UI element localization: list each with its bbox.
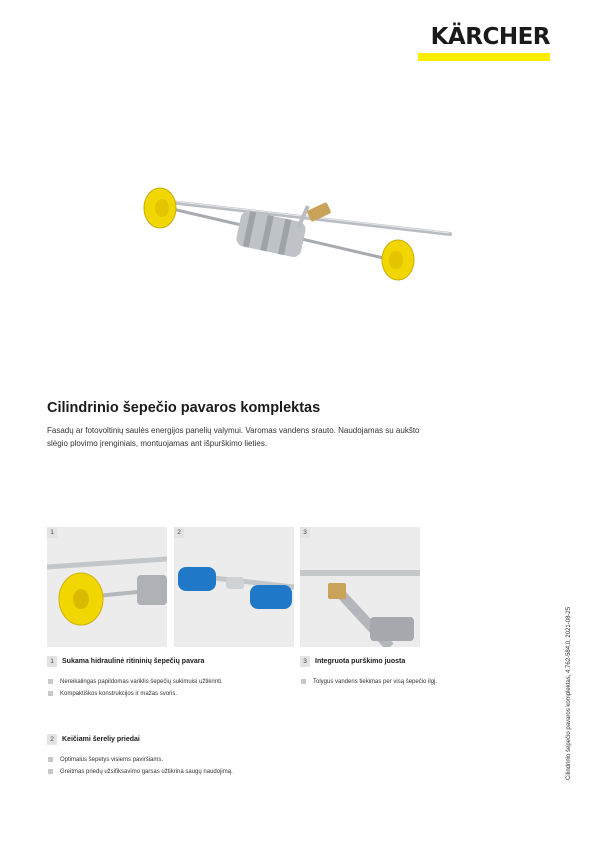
feature-number: 2 <box>47 734 57 745</box>
thumbnail-number: 1 <box>47 527 57 538</box>
logo-yellow-bar <box>418 53 550 61</box>
bullet-item <box>47 754 233 766</box>
feature-1-title <box>47 656 204 668</box>
bullet-text: Greitmas priedų užsifiksavimo garsas užtikrina saugų naudojimą. <box>60 769 233 775</box>
bullet-item <box>47 766 233 778</box>
feature-title-text: Sukama hidraulinė ritininių šepečių pavara <box>62 658 205 665</box>
thumbnail-1 <box>47 527 167 647</box>
bullet-text: Kompaktiškos konstrukcijos ir mažas svoris. <box>60 691 178 697</box>
bullet-item <box>47 676 223 688</box>
bullet-icon <box>48 769 53 774</box>
feature-number: 3 <box>300 656 310 667</box>
page-title: Cilindrinio šepečio pavaros komplektas <box>47 400 321 416</box>
thumbnail-number: 2 <box>174 527 184 538</box>
product-image <box>130 170 460 300</box>
logo-wordmark: KÄRCHER <box>430 24 550 50</box>
feature-title-text: Integruota purškimo juosta <box>315 658 406 665</box>
bullet-icon <box>48 679 53 684</box>
bullet-item <box>300 676 437 688</box>
feature-2-title <box>47 734 140 746</box>
feature-3-title <box>300 656 405 668</box>
product-description: Fasadų ar fotovoltinių saulės energijos panelių valymui. Varomas vandens srauto. Naudojamas su aukšto slėgio plovimo įrenginiais, montuojamas ant išpurškimo lieties. <box>47 426 420 448</box>
bullet-text: Tolygus vandens tiekimas per visą šepečio ilgį. <box>313 679 438 685</box>
thumbnail-3 <box>300 527 420 647</box>
thumbnail-number: 3 <box>300 527 310 538</box>
bullet-text: Nereikalingas papildomas variklis šepečių sukimuisi užtikrinti. <box>60 679 223 685</box>
kaercher-logo <box>418 24 550 62</box>
bullet-icon <box>48 757 53 762</box>
bullet-icon <box>301 679 306 684</box>
feature-title-text: Keičiami šereliy priedai <box>62 736 140 743</box>
thumbnail-2 <box>174 527 294 647</box>
document-reference: Cilindrinio šepečio pavaros komplektas, 4.762-584.0, 2021-08-25 <box>566 606 572 780</box>
feature-1-bullets <box>47 676 223 700</box>
bullet-item <box>47 688 223 700</box>
bullet-text: Optimalus šepetys visiems paviršiams. <box>60 757 164 763</box>
thumbnail-2-image <box>174 527 294 647</box>
feature-2-bullets <box>47 754 233 778</box>
thumbnail-1-image <box>47 527 167 647</box>
feature-number: 1 <box>47 656 57 667</box>
feature-3-bullets <box>300 676 437 688</box>
bullet-icon <box>48 691 53 696</box>
thumbnail-3-image <box>300 527 420 647</box>
